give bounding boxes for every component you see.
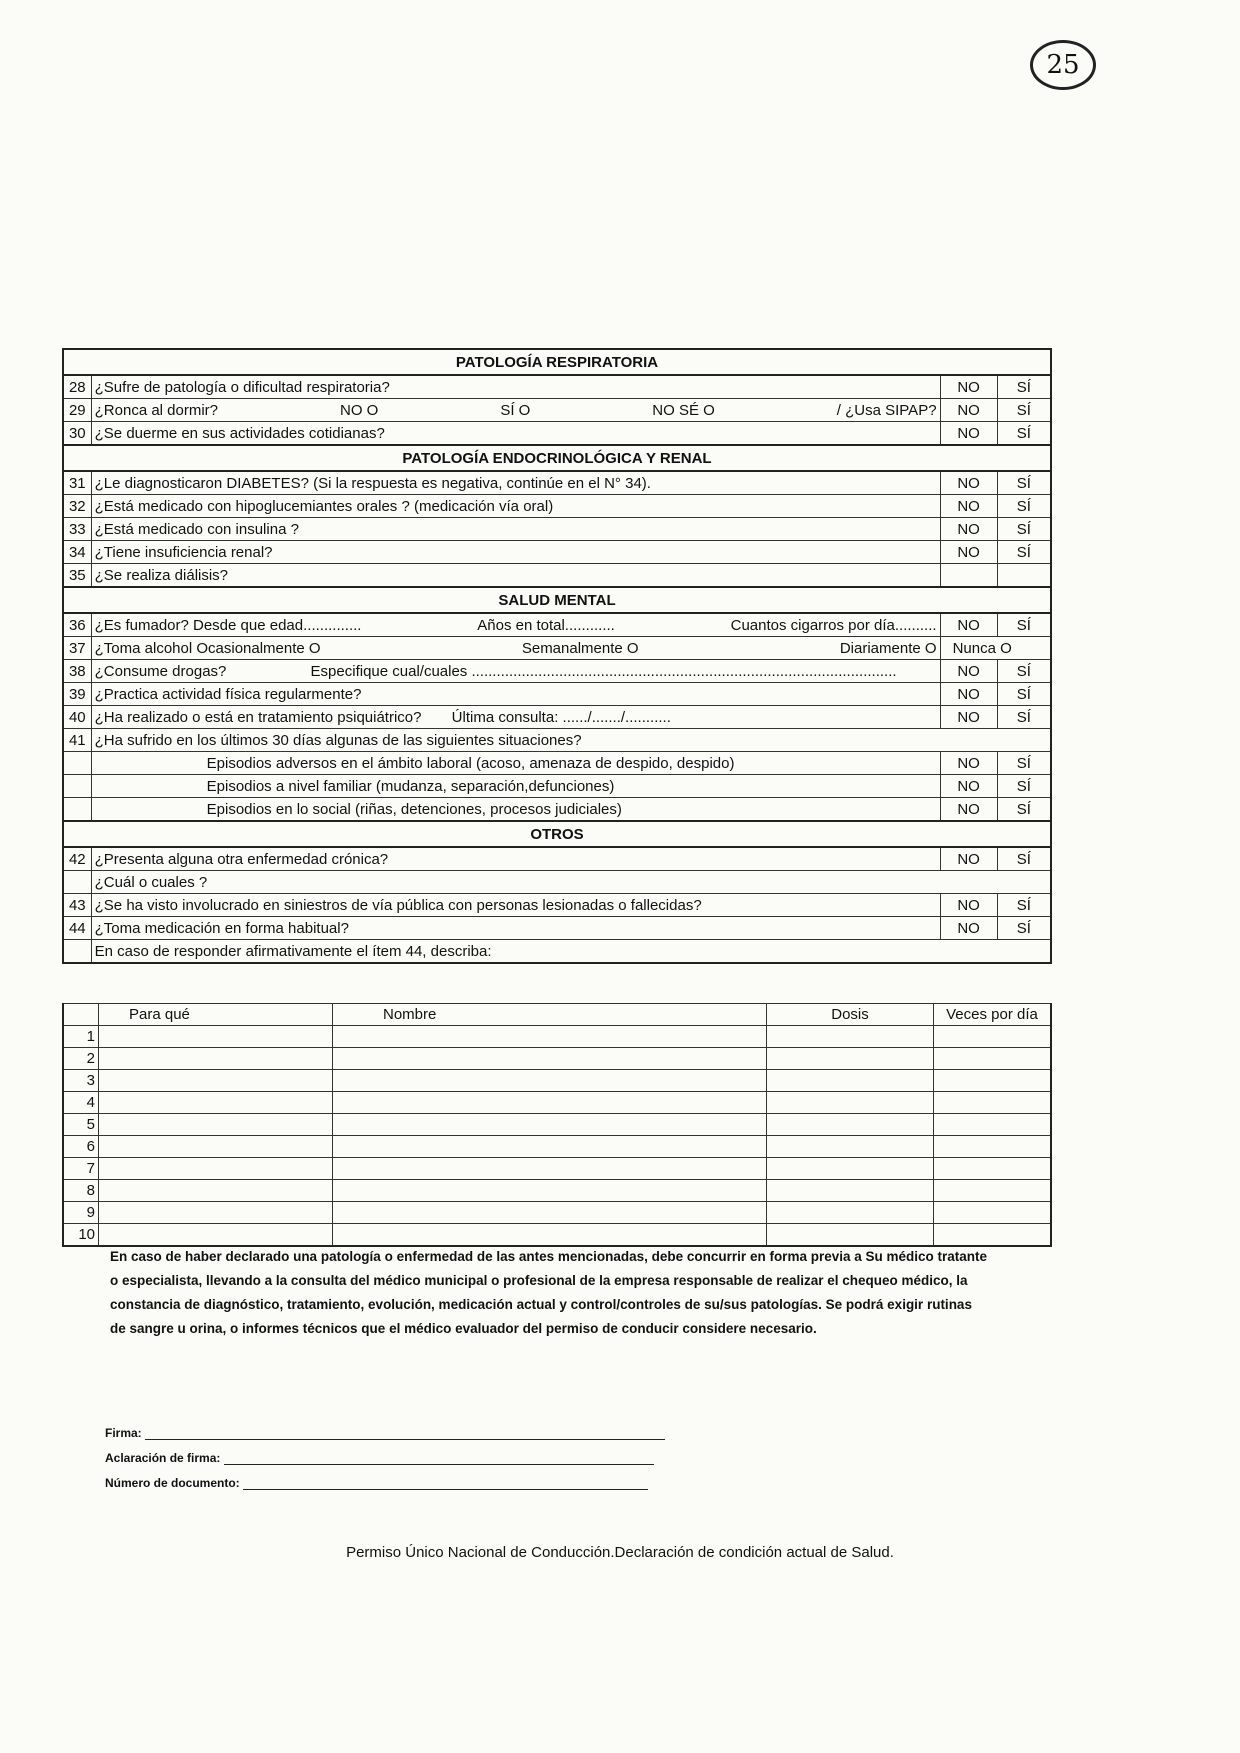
dose-cell[interactable] [767, 1136, 934, 1158]
question-text: ¿Ha sufrido en los últimos 30 días algunas de las siguientes situaciones? [91, 729, 1051, 752]
purpose-cell[interactable] [99, 1048, 333, 1070]
medication-row [63, 1026, 1051, 1048]
sub-question-text: Episodios adversos en el ámbito laboral (acoso, amenaza de despido, despido) [91, 752, 940, 775]
dose-cell[interactable] [767, 1224, 934, 1247]
question-number: 43 [63, 894, 91, 917]
row-number: 4 [63, 1092, 99, 1114]
row-number: 2 [63, 1048, 99, 1070]
question-40 [63, 706, 1051, 729]
no-option[interactable]: NO [940, 399, 997, 422]
yes-option [997, 564, 1051, 588]
document-number-line [105, 1476, 648, 1490]
question-41-work [63, 752, 1051, 775]
yes-option[interactable]: SÍ [997, 471, 1051, 495]
times-cell[interactable] [934, 1224, 1052, 1247]
question-29 [63, 399, 1051, 422]
question-number: 38 [63, 660, 91, 683]
medication-row [63, 1070, 1051, 1092]
yes-option[interactable]: SÍ [997, 847, 1051, 871]
times-cell[interactable] [934, 1136, 1052, 1158]
question-41-family [63, 775, 1051, 798]
section-header-endocrine: PATOLOGÍA ENDOCRINOLÓGICA Y RENAL [63, 445, 1051, 471]
dose-cell[interactable] [767, 1026, 934, 1048]
question-33 [63, 518, 1051, 541]
no-option[interactable]: NO [940, 683, 997, 706]
weekly-choice[interactable]: Semanalmente O [521, 639, 639, 657]
question-label: ¿Es fumador? Desde que edad.............. [94, 616, 362, 634]
name-cell[interactable] [333, 1158, 767, 1180]
last-consult-field[interactable]: Última consulta: ....../......./........... [451, 708, 671, 726]
row-number: 3 [63, 1070, 99, 1092]
question-text: ¿Sufre de patología o dificultad respiratoria? [91, 375, 940, 399]
name-cell[interactable] [333, 1136, 767, 1158]
times-cell[interactable] [934, 1202, 1052, 1224]
name-cell[interactable] [333, 1180, 767, 1202]
times-cell[interactable] [934, 1092, 1052, 1114]
times-cell[interactable] [934, 1070, 1052, 1092]
disclaimer-text: En caso de haber declarado una patología o enfermedad de las antes mencionadas, debe concurrir en forma previa a Su médico tratante o especialista, llevando a la consulta del médico municipal o profesional de la empresa responsable de realizar el chequeo médico, la constancia de diagnóstico, tratamiento, evolución, medicación actual y control/controles de su/sus patologías. Se podrá exigir rutinas de sangre u orina, o informes técnicos que el médico evaluador del permiso de conducir considere necesario. [110, 1249, 988, 1336]
purpose-cell[interactable] [99, 1092, 333, 1114]
question-text [91, 660, 940, 683]
no-option[interactable]: NO [940, 375, 997, 399]
yes-option[interactable]: SÍ [997, 752, 1051, 775]
medication-row [63, 1202, 1051, 1224]
question-text: ¿Tiene insuficiencia renal? [91, 541, 940, 564]
yes-option[interactable]: SÍ [997, 683, 1051, 706]
purpose-cell[interactable] [99, 1202, 333, 1224]
no-option[interactable]: NO [940, 752, 997, 775]
no-option[interactable]: NO [940, 471, 997, 495]
yes-option[interactable]: SÍ [997, 660, 1051, 683]
medication-row [63, 1224, 1051, 1247]
dont-know-choice[interactable]: NO SÉ O [652, 401, 715, 419]
times-cell[interactable] [934, 1158, 1052, 1180]
sub-question-text: Episodios en lo social (riñas, detenciones, procesos judiciales) [91, 798, 940, 822]
question-number: 40 [63, 706, 91, 729]
yes-option[interactable]: SÍ [997, 775, 1051, 798]
question-38 [63, 660, 1051, 683]
row-number: 9 [63, 1202, 99, 1224]
name-cell[interactable] [333, 1092, 767, 1114]
question-number: 35 [63, 564, 91, 588]
occasionally-choice[interactable]: ¿Toma alcohol Ocasionalmente O [94, 639, 321, 657]
question-37 [63, 637, 1051, 660]
signature-label: Firma: [105, 1426, 142, 1440]
question-43 [63, 894, 1051, 917]
section-header-mental: SALUD MENTAL [63, 587, 1051, 613]
question-32 [63, 495, 1051, 518]
signature-field[interactable] [145, 1439, 665, 1440]
section-header-respiratory: PATOLOGÍA RESPIRATORIA [63, 349, 1051, 375]
sipap-question: / ¿Usa SIPAP? [836, 401, 937, 419]
name-cell[interactable] [333, 1070, 767, 1092]
yes-option[interactable]: SÍ [997, 894, 1051, 917]
yes-option[interactable]: SÍ [997, 495, 1051, 518]
times-cell[interactable] [934, 1180, 1052, 1202]
row-number: 6 [63, 1136, 99, 1158]
question-39 [63, 683, 1051, 706]
health-questionnaire [62, 348, 1052, 964]
medication-table [62, 1003, 1052, 1247]
document-number-field[interactable] [243, 1489, 648, 1490]
total-years-field[interactable]: Años en total............ [477, 616, 615, 634]
medication-row [63, 1114, 1051, 1136]
which-ones-field[interactable]: ¿Cuál o cuales ? [91, 871, 1051, 894]
question-text: ¿Practica actividad física regularmente? [91, 683, 940, 706]
row-number: 7 [63, 1158, 99, 1180]
yes-option[interactable]: SÍ [997, 798, 1051, 822]
name-cell[interactable] [333, 1202, 767, 1224]
dose-cell[interactable] [767, 1202, 934, 1224]
times-cell[interactable] [934, 1026, 1052, 1048]
no-option [940, 564, 997, 588]
question-number: 37 [63, 637, 91, 660]
yes-option[interactable]: SÍ [997, 518, 1051, 541]
question-text [91, 613, 940, 637]
no-option[interactable]: NO [940, 775, 997, 798]
column-dose: Dosis [767, 1004, 934, 1026]
column-purpose: Para qué [99, 1004, 333, 1026]
purpose-cell[interactable] [99, 1180, 333, 1202]
question-44 [63, 917, 1051, 940]
question-31 [63, 471, 1051, 495]
no-choice[interactable]: NO O [340, 401, 379, 419]
question-number: 41 [63, 729, 91, 752]
medication-row [63, 1158, 1051, 1180]
yes-option[interactable]: SÍ [997, 422, 1051, 446]
no-option[interactable]: NO [940, 847, 997, 871]
question-28 [63, 375, 1051, 399]
question-text: ¿Le diagnosticaron DIABETES? (Si la respuesta es negativa, continúe en el N° 34). [91, 471, 940, 495]
section-header-others: OTROS [63, 821, 1051, 847]
clarification-line [105, 1451, 654, 1465]
column-times-per-day: Veces por día [934, 1004, 1052, 1026]
question-text: ¿Se ha visto involucrado en siniestros de vía pública con personas lesionadas o fallecidas? [91, 894, 940, 917]
yes-option[interactable]: SÍ [997, 917, 1051, 940]
question-number: 44 [63, 917, 91, 940]
dose-cell[interactable] [767, 1092, 934, 1114]
question-34 [63, 541, 1051, 564]
dose-cell[interactable] [767, 1070, 934, 1092]
dose-cell[interactable] [767, 1180, 934, 1202]
question-label: ¿Ha realizado o está en tratamiento psiquiátrico? [94, 708, 422, 726]
no-option[interactable]: NO [940, 495, 997, 518]
row-number: 10 [63, 1224, 99, 1247]
no-option[interactable]: NO [940, 541, 997, 564]
purpose-cell[interactable] [99, 1114, 333, 1136]
daily-choice[interactable]: Diariamente O [839, 639, 937, 657]
medication-row [63, 1048, 1051, 1070]
no-option[interactable]: NO [940, 613, 997, 637]
yes-choice[interactable]: SÍ O [500, 401, 531, 419]
medication-row [63, 1180, 1051, 1202]
no-option[interactable]: NO [940, 798, 997, 822]
question-number: 33 [63, 518, 91, 541]
question-42 [63, 847, 1051, 871]
row-number: 1 [63, 1026, 99, 1048]
yes-option[interactable]: SÍ [997, 541, 1051, 564]
yes-option[interactable]: SÍ [997, 613, 1051, 637]
question-42-which [63, 871, 1051, 894]
question-number: 36 [63, 613, 91, 637]
no-option[interactable]: NO [940, 894, 997, 917]
specify-field[interactable]: Especifique cual/cuales ...................................................................................................... [310, 662, 897, 680]
question-number: 28 [63, 375, 91, 399]
question-30 [63, 422, 1051, 446]
medication-table-header [63, 1004, 1051, 1026]
question-number: 31 [63, 471, 91, 495]
purpose-cell[interactable] [99, 1026, 333, 1048]
question-text: ¿Se duerme en sus actividades cotidianas? [91, 422, 940, 446]
question-number: 29 [63, 399, 91, 422]
no-option[interactable]: NO [940, 518, 997, 541]
purpose-cell[interactable] [99, 1158, 333, 1180]
times-cell[interactable] [934, 1114, 1052, 1136]
clarification-label: Aclaración de firma: [105, 1451, 221, 1465]
question-text [91, 399, 940, 422]
dose-cell[interactable] [767, 1158, 934, 1180]
yes-option[interactable]: SÍ [997, 399, 1051, 422]
signature-line [105, 1426, 665, 1440]
question-number: 32 [63, 495, 91, 518]
no-option[interactable]: NO [940, 706, 997, 729]
question-41-social [63, 798, 1051, 822]
document-number-label: Número de documento: [105, 1476, 240, 1490]
yes-option[interactable]: SÍ [997, 706, 1051, 729]
question-35 [63, 564, 1051, 588]
name-cell[interactable] [333, 1026, 767, 1048]
question-number: 34 [63, 541, 91, 564]
cigarettes-per-day-field[interactable]: Cuantos cigarros por día.......... [730, 616, 937, 634]
question-41 [63, 729, 1051, 752]
question-text: ¿Se realiza diálisis? [91, 564, 940, 588]
never-choice[interactable]: Nunca O [940, 637, 1051, 660]
no-option[interactable]: NO [940, 660, 997, 683]
question-label: ¿Consume drogas? [94, 662, 227, 680]
question-label: ¿Ronca al dormir? [94, 401, 219, 419]
question-36 [63, 613, 1051, 637]
question-text: ¿Presenta alguna otra enfermedad crónica? [91, 847, 940, 871]
no-option[interactable]: NO [940, 422, 997, 446]
medication-row [63, 1092, 1051, 1114]
question-text [91, 706, 940, 729]
no-option[interactable]: NO [940, 917, 997, 940]
name-cell[interactable] [333, 1114, 767, 1136]
question-text [91, 637, 940, 660]
purpose-cell[interactable] [99, 1136, 333, 1158]
page-number: 25 [1030, 40, 1096, 90]
question-text: ¿Está medicado con hipoglucemiantes orales ? (medicación vía oral) [91, 495, 940, 518]
question-number: 30 [63, 422, 91, 446]
sub-question-text: Episodios a nivel familiar (mudanza, separación,defunciones) [91, 775, 940, 798]
purpose-cell[interactable] [99, 1224, 333, 1247]
purpose-cell[interactable] [99, 1070, 333, 1092]
name-cell[interactable] [333, 1224, 767, 1247]
form-title: Permiso Único Nacional de Conducción.Declaración de condición actual de Salud. [346, 1544, 894, 1561]
column-name: Nombre [333, 1004, 767, 1026]
question-text: ¿Toma medicación en forma habitual? [91, 917, 940, 940]
row-number: 8 [63, 1180, 99, 1202]
question-number: 42 [63, 847, 91, 871]
describe-instruction: En caso de responder afirmativamente el ítem 44, describa: [91, 940, 1051, 964]
yes-option[interactable]: SÍ [997, 375, 1051, 399]
clarification-field[interactable] [224, 1464, 654, 1465]
question-number: 39 [63, 683, 91, 706]
medication-row [63, 1136, 1051, 1158]
name-cell[interactable] [333, 1048, 767, 1070]
question-text: ¿Está medicado con insulina ? [91, 518, 940, 541]
dose-cell[interactable] [767, 1114, 934, 1136]
row-number: 5 [63, 1114, 99, 1136]
question-44-describe [63, 940, 1051, 964]
dose-cell[interactable] [767, 1048, 934, 1070]
times-cell[interactable] [934, 1048, 1052, 1070]
